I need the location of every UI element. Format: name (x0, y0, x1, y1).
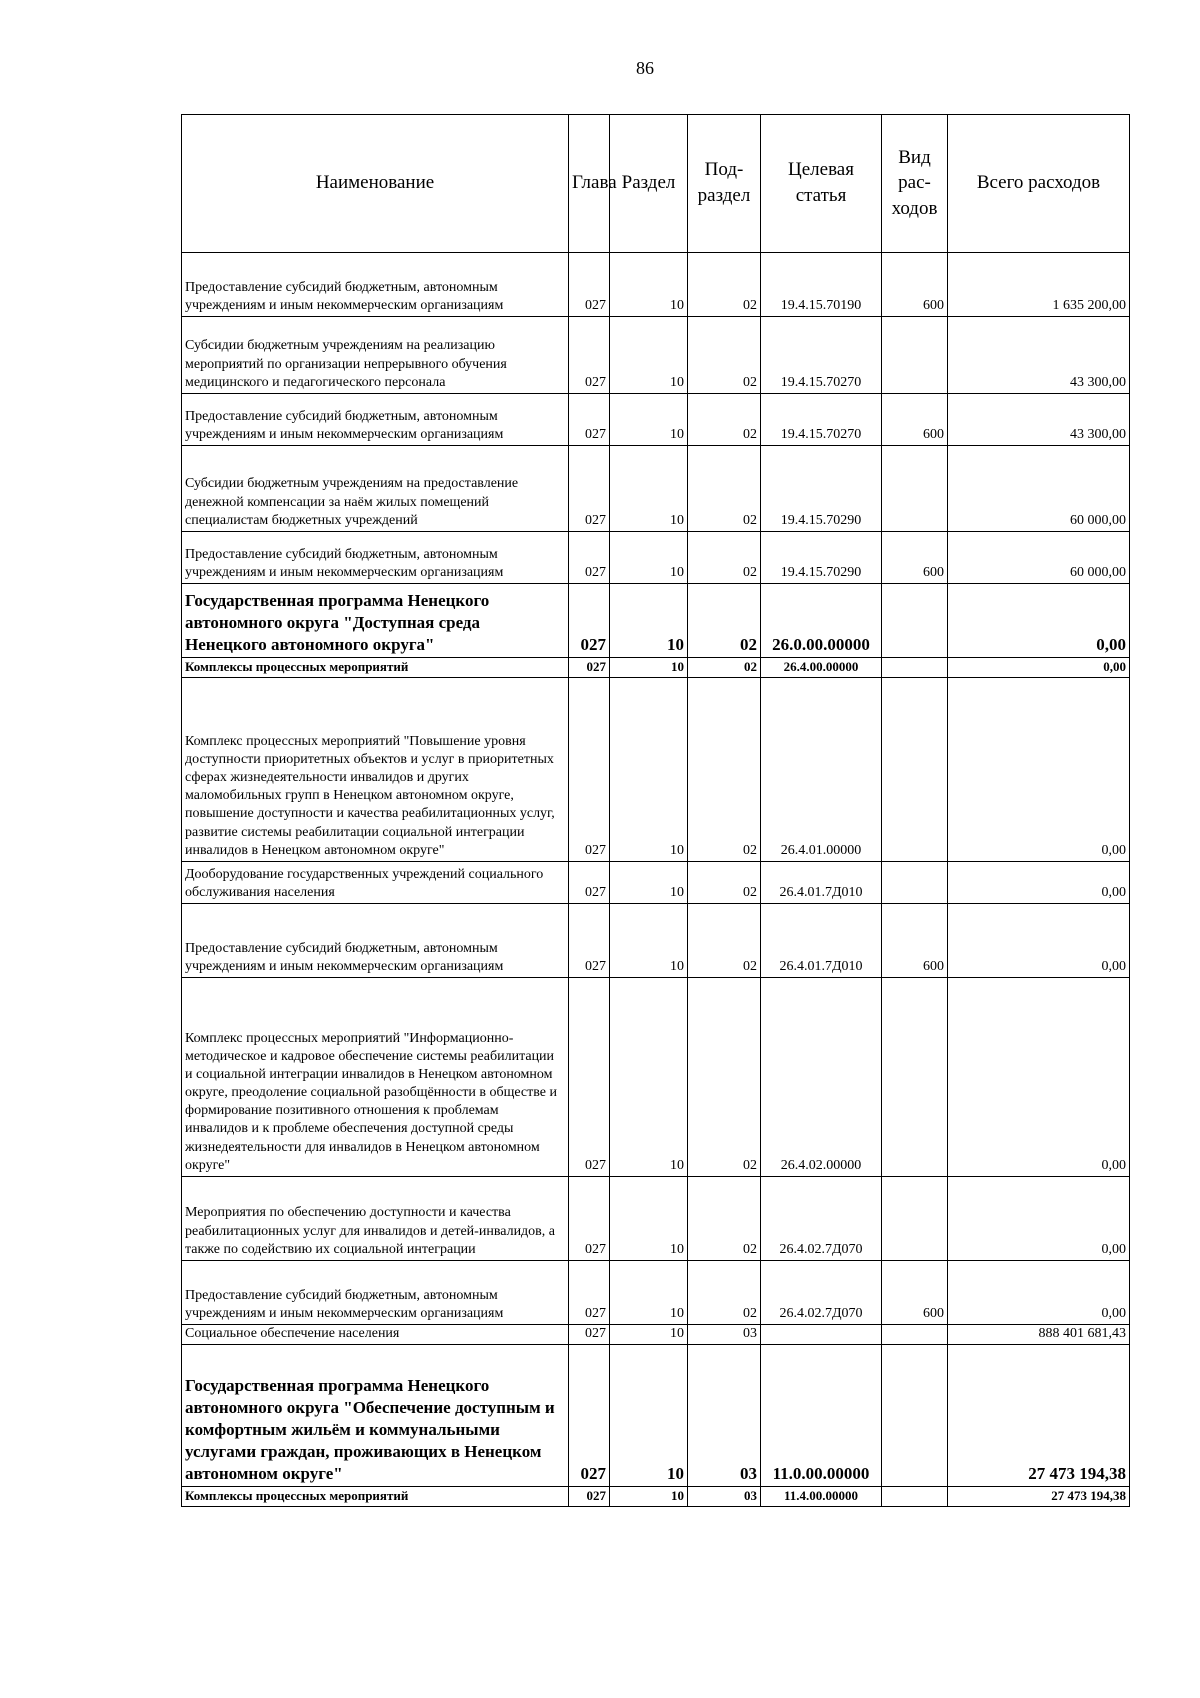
row-total: 60 000,00 (948, 532, 1130, 584)
row-section: 10 (610, 978, 688, 1177)
table-row (182, 1487, 1130, 1507)
row-section: 10 (610, 253, 688, 317)
row-target: 11.4.00.00000 (761, 1487, 882, 1507)
row-section: 10 (610, 317, 688, 394)
row-total: 0,00 (948, 584, 1130, 658)
row-expense-type (882, 584, 948, 658)
row-subsection: 02 (688, 394, 761, 446)
row-target: 19.4.15.70190 (761, 253, 882, 317)
row-name: Субсидии бюджетным учреждениям на реализацию мероприятий по организации непрерывного обучения медицинского и педагогического персонала (182, 317, 569, 394)
row-target: 26.4.02.7Д070 (761, 1261, 882, 1325)
row-chapter: 027 (569, 253, 610, 317)
table-row (182, 1345, 1130, 1487)
table-row (182, 1325, 1130, 1345)
row-chapter: 027 (569, 658, 610, 678)
row-chapter: 027 (569, 1261, 610, 1325)
row-total: 0,00 (948, 678, 1130, 862)
row-section: 10 (610, 446, 688, 532)
row-target: 19.4.15.70270 (761, 317, 882, 394)
row-section: 10 (610, 532, 688, 584)
row-name: Предоставление субсидий бюджетным, автономным учреждениям и иным некоммерческим организациям (182, 394, 569, 446)
row-subsection: 02 (688, 446, 761, 532)
row-target: 11.0.00.00000 (761, 1345, 882, 1487)
row-section: 10 (610, 394, 688, 446)
row-subsection: 03 (688, 1487, 761, 1507)
row-expense-type (882, 658, 948, 678)
row-total: 0,00 (948, 1261, 1130, 1325)
row-name: Комплексы процессных мероприятий (182, 658, 569, 678)
row-chapter: 027 (569, 532, 610, 584)
row-target: 26.4.02.00000 (761, 978, 882, 1177)
table-row (182, 978, 1130, 1177)
row-expense-type: 600 (882, 904, 948, 978)
row-chapter: 027 (569, 1487, 610, 1507)
table-row (182, 584, 1130, 658)
row-section: 10 (610, 904, 688, 978)
row-name: Государственная программа Ненецкого автономного округа "Обеспечение доступным и комфортным жильём и коммунальными услугами граждан, проживающих в Ненецком автономном округе" (182, 1345, 569, 1487)
table-row (182, 1261, 1130, 1325)
row-name: Комплексы процессных мероприятий (182, 1487, 569, 1507)
row-expense-type: 600 (882, 394, 948, 446)
table-row (182, 317, 1130, 394)
header-name: Наименование (182, 115, 569, 253)
row-target: 19.4.15.70270 (761, 394, 882, 446)
header-subsection: Под- раздел (688, 115, 761, 253)
header-row (182, 115, 1130, 253)
row-chapter: 027 (569, 978, 610, 1177)
row-subsection: 02 (688, 317, 761, 394)
row-target: 26.0.00.00000 (761, 584, 882, 658)
row-total: 0,00 (948, 978, 1130, 1177)
row-total: 43 300,00 (948, 317, 1130, 394)
row-expense-type (882, 978, 948, 1177)
header-total: Всего расходов (948, 115, 1130, 253)
row-subsection: 02 (688, 1261, 761, 1325)
row-subsection: 02 (688, 584, 761, 658)
row-expense-type (882, 678, 948, 862)
row-target (761, 1325, 882, 1345)
row-name: Социальное обеспечение населения (182, 1325, 569, 1345)
header-chapter: Глава (569, 115, 610, 253)
table-row (182, 904, 1130, 978)
table-body (182, 253, 1130, 1507)
row-subsection: 02 (688, 253, 761, 317)
row-name: Предоставление субсидий бюджетным, автономным учреждениям и иным некоммерческим организациям (182, 532, 569, 584)
row-name: Предоставление субсидий бюджетным, автономным учреждениям и иным некоммерческим организациям (182, 904, 569, 978)
row-expense-type (882, 1177, 948, 1261)
row-expense-type (882, 317, 948, 394)
row-name: Предоставление субсидий бюджетным, автономным учреждениям и иным некоммерческим организациям (182, 253, 569, 317)
table-row (182, 253, 1130, 317)
row-total: 27 473 194,38 (948, 1345, 1130, 1487)
row-subsection: 02 (688, 678, 761, 862)
table-row (182, 532, 1130, 584)
table-row (182, 678, 1130, 862)
row-subsection: 02 (688, 1177, 761, 1261)
table-row (182, 658, 1130, 678)
row-expense-type: 600 (882, 532, 948, 584)
row-section: 10 (610, 862, 688, 904)
row-name: Комплекс процессных мероприятий "Информационно-методическое и кадровое обеспечение системы реабилитации и социальной интеграции инвалидов в Ненецком автономном округе, преодоление социальной разобщённости в обществе и формирование позитивного отношения к проблемам инвалидов и к проблеме обеспечения доступной среды жизнедеятельности для инвалидов в Ненецком автономном округе" (182, 978, 569, 1177)
row-total: 1 635 200,00 (948, 253, 1130, 317)
row-expense-type: 600 (882, 253, 948, 317)
row-section: 10 (610, 678, 688, 862)
row-target: 26.4.02.7Д070 (761, 1177, 882, 1261)
row-target: 26.4.01.7Д010 (761, 904, 882, 978)
budget-table (181, 114, 1130, 1507)
header-section: Раздел (610, 115, 688, 253)
row-expense-type (882, 1345, 948, 1487)
row-subsection: 03 (688, 1325, 761, 1345)
row-total: 0,00 (948, 904, 1130, 978)
row-chapter: 027 (569, 1345, 610, 1487)
table-row (182, 862, 1130, 904)
row-name: Дооборудование государственных учреждений социального обслуживания населения (182, 862, 569, 904)
row-section: 10 (610, 1261, 688, 1325)
row-subsection: 02 (688, 862, 761, 904)
page-number: 86 (636, 58, 654, 78)
row-name: Государственная программа Ненецкого автономного округа "Доступная среда Ненецкого автономного округа" (182, 584, 569, 658)
row-target: 19.4.15.70290 (761, 446, 882, 532)
row-chapter: 027 (569, 446, 610, 532)
row-expense-type (882, 1325, 948, 1345)
row-target: 26.4.01.7Д010 (761, 862, 882, 904)
row-chapter: 027 (569, 678, 610, 862)
row-chapter: 027 (569, 1325, 610, 1345)
row-section: 10 (610, 658, 688, 678)
row-subsection: 02 (688, 978, 761, 1177)
row-subsection: 02 (688, 904, 761, 978)
row-subsection: 02 (688, 658, 761, 678)
row-expense-type (882, 862, 948, 904)
header-expense-type: Вид рас- ходов (882, 115, 948, 253)
row-name: Комплекс процессных мероприятий "Повышение уровня доступности приоритетных объектов и услуг в приоритетных сферах жизнедеятельности инвалидов и других маломобильных групп в Ненецком автономном округе, повышение доступности и качества реабилитационных услуг, развитие системы реабилитации социальной интеграции инвалидов в Ненецком автономном округе" (182, 678, 569, 862)
row-expense-type (882, 446, 948, 532)
row-expense-type (882, 1487, 948, 1507)
row-section: 10 (610, 1177, 688, 1261)
row-chapter: 027 (569, 317, 610, 394)
table-row (182, 1177, 1130, 1261)
row-section: 10 (610, 1325, 688, 1345)
row-total: 0,00 (948, 658, 1130, 678)
table-row (182, 446, 1130, 532)
row-target: 26.4.00.00000 (761, 658, 882, 678)
row-total: 27 473 194,38 (948, 1487, 1130, 1507)
row-section: 10 (610, 1345, 688, 1487)
row-target: 19.4.15.70290 (761, 532, 882, 584)
row-subsection: 02 (688, 532, 761, 584)
row-total: 0,00 (948, 1177, 1130, 1261)
row-name: Мероприятия по обеспечению доступности и качества реабилитационных услуг для инвалидов и детей-инвалидов, а также по содействию их социальной интеграции (182, 1177, 569, 1261)
row-total: 43 300,00 (948, 394, 1130, 446)
row-name: Предоставление субсидий бюджетным, автономным учреждениям и иным некоммерческим организациям (182, 1261, 569, 1325)
row-chapter: 027 (569, 1177, 610, 1261)
row-subsection: 03 (688, 1345, 761, 1487)
row-section: 10 (610, 584, 688, 658)
row-total: 60 000,00 (948, 446, 1130, 532)
row-chapter: 027 (569, 584, 610, 658)
row-chapter: 027 (569, 394, 610, 446)
row-name: Субсидии бюджетным учреждениям на предоставление денежной компенсации за наём жилых помещений специалистам бюджетных учреждений (182, 446, 569, 532)
row-chapter: 027 (569, 904, 610, 978)
header-target: Целевая статья (761, 115, 882, 253)
row-chapter: 027 (569, 862, 610, 904)
row-total: 0,00 (948, 862, 1130, 904)
row-section: 10 (610, 1487, 688, 1507)
row-target: 26.4.01.00000 (761, 678, 882, 862)
row-expense-type: 600 (882, 1261, 948, 1325)
table-row (182, 394, 1130, 446)
row-total: 888 401 681,43 (948, 1325, 1130, 1345)
